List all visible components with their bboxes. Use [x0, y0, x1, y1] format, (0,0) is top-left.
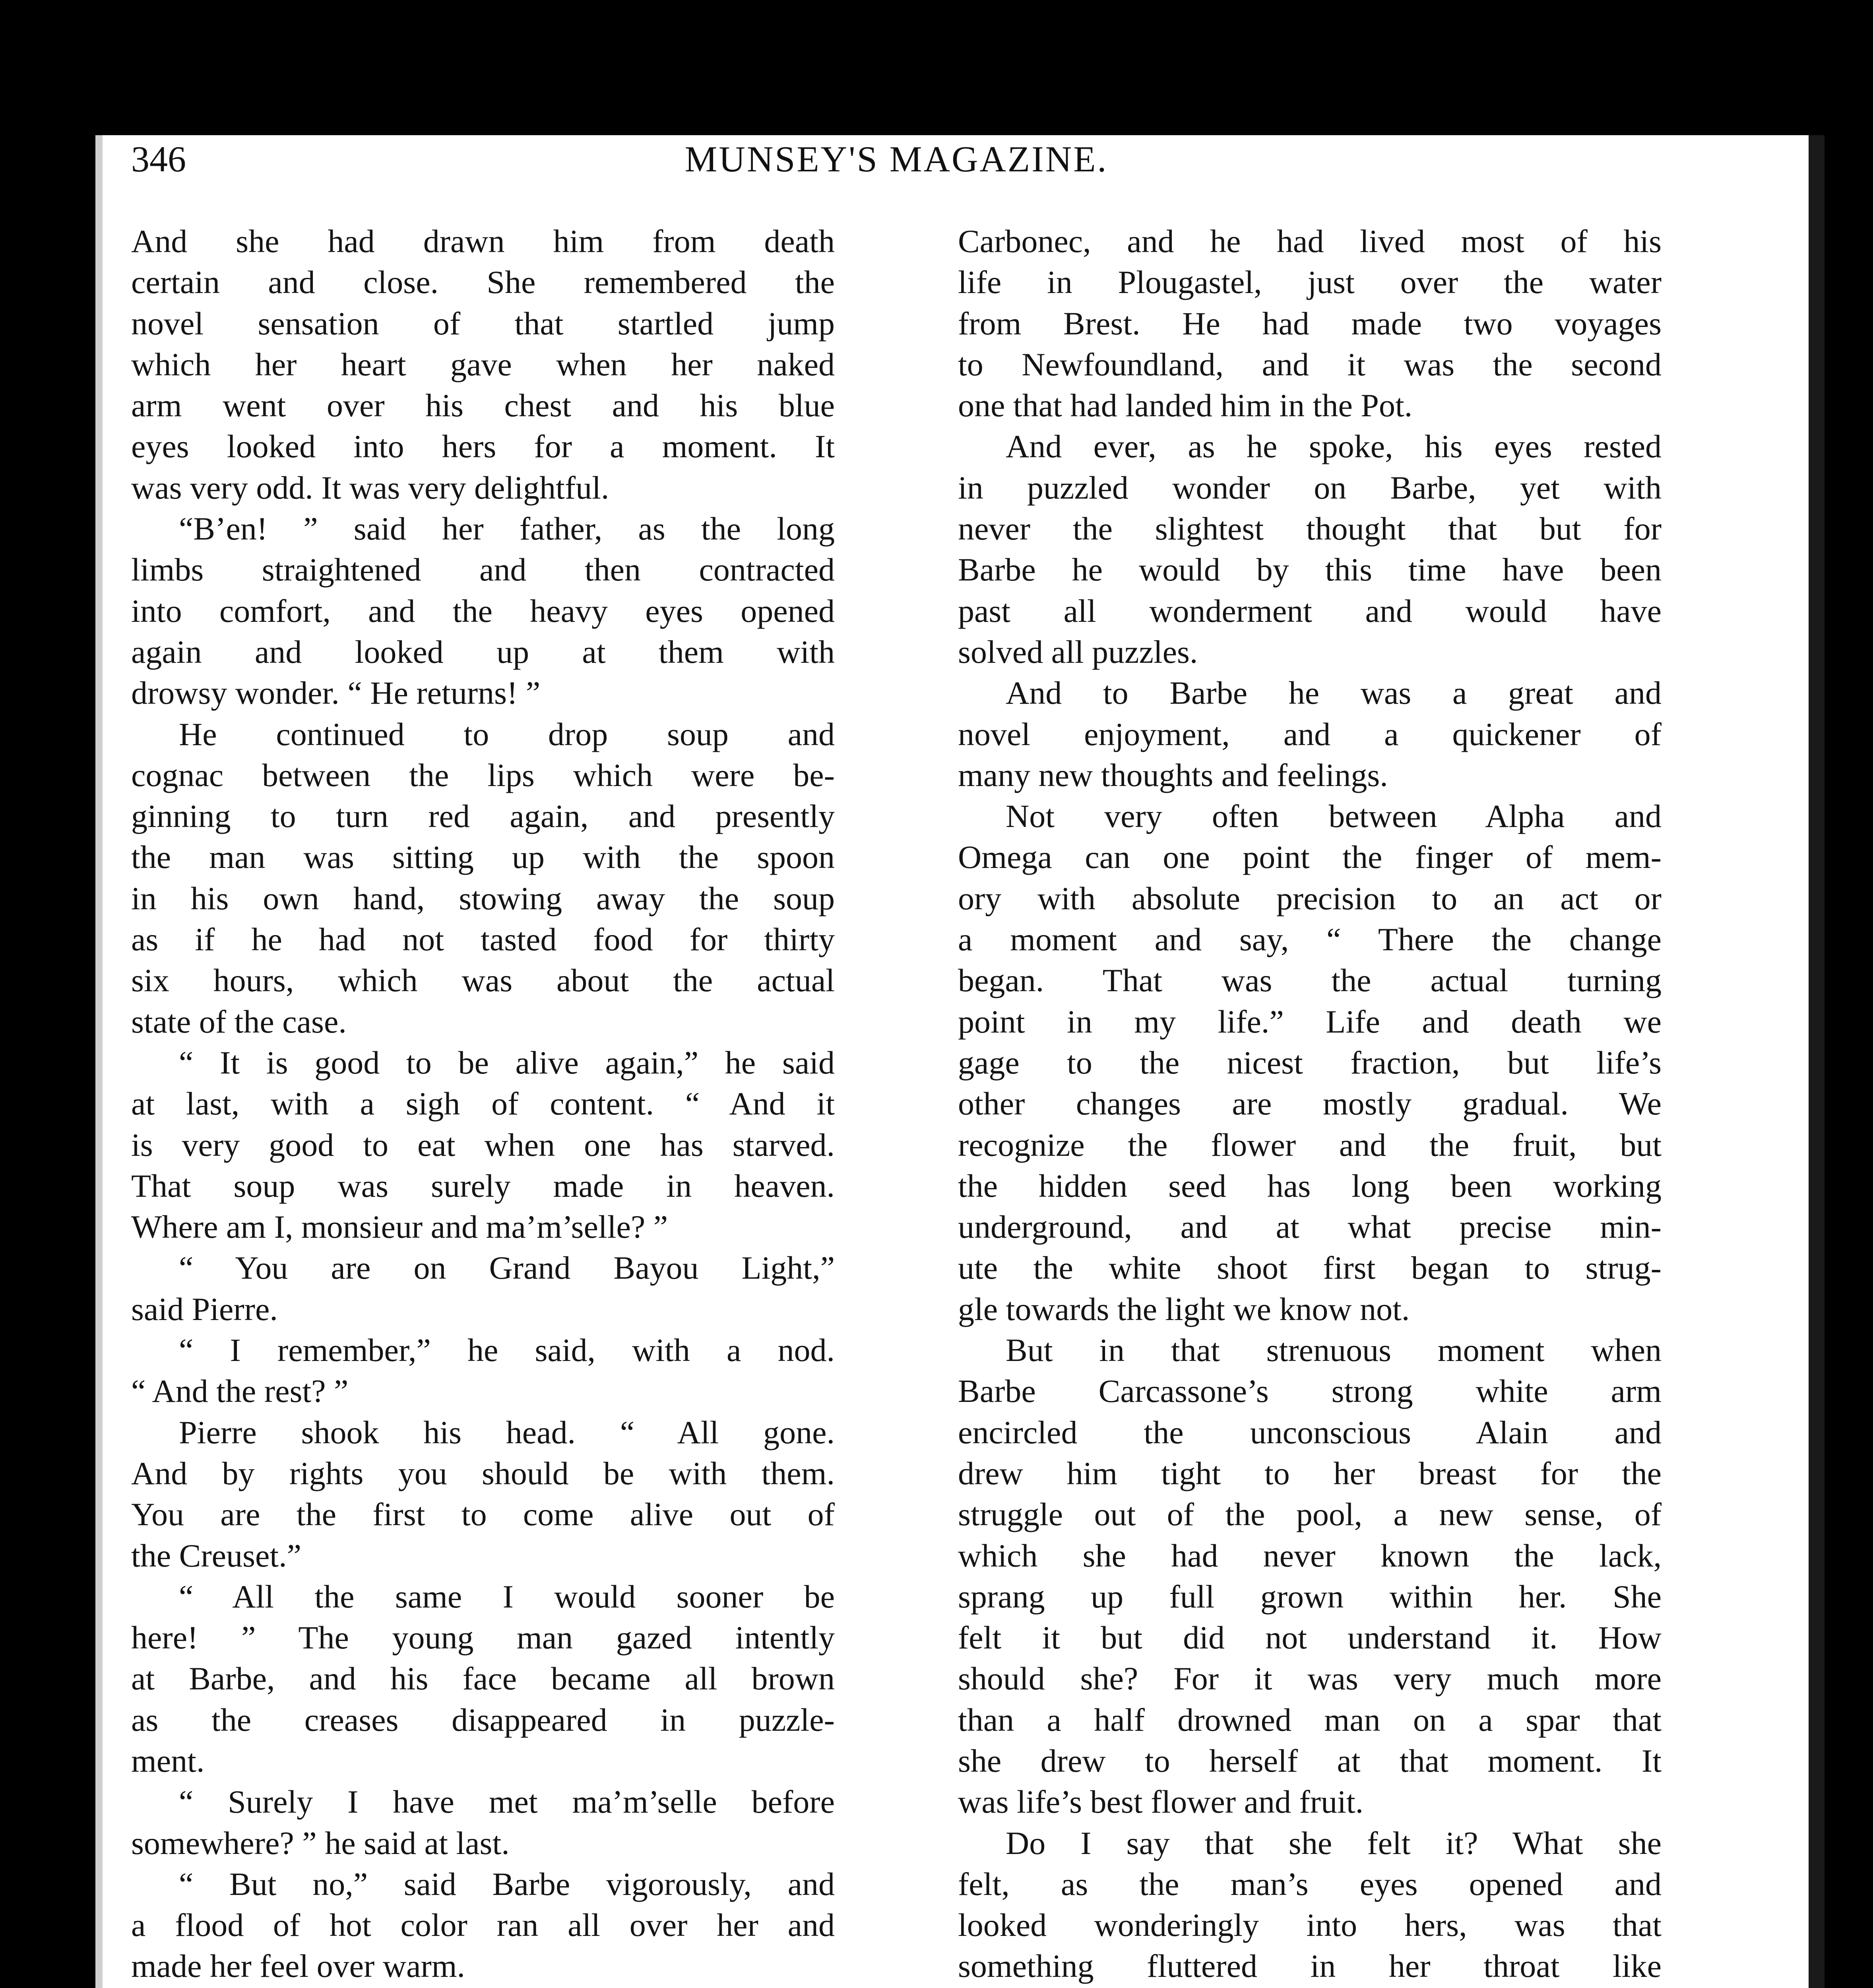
text-line: recognize the flower and the fruit, but	[958, 1126, 1662, 1163]
text-line: one that had landed him in the Pot.	[958, 387, 1413, 424]
text-line: said Pierre.	[131, 1291, 278, 1327]
text-line: limbs straightened and then contracted	[131, 551, 835, 588]
text-line: is very good to eat when one has starved.	[131, 1126, 835, 1163]
text-line: solved all puzzles.	[958, 633, 1198, 670]
text-line: state of the case.	[131, 1003, 347, 1040]
text-line: point in my life.” Life and death we	[958, 1003, 1662, 1040]
right-text-column	[958, 221, 1662, 1988]
text-line: Do I say that she felt it? What she	[1006, 1825, 1662, 1861]
text-line: was life’s best flower and fruit.	[958, 1784, 1364, 1820]
text-line: cognac between the lips which were be-	[131, 757, 835, 793]
text-line: than a half drowned man on a spar that	[958, 1701, 1662, 1738]
text-line: That soup was surely made in heaven.	[131, 1167, 835, 1204]
text-line: which her heart gave when her naked	[131, 346, 835, 382]
text-line: ory with absolute precision to an act or	[958, 880, 1662, 916]
text-line: struggle out of the pool, a new sense, of	[958, 1496, 1662, 1533]
text-line: many new thoughts and feelings.	[958, 757, 1388, 793]
text-line: But in that strenuous moment when	[1006, 1332, 1662, 1369]
text-line: somewhere? ” he said at last.	[131, 1825, 510, 1861]
text-line: other changes are mostly gradual. We	[958, 1085, 1662, 1122]
text-line: the man was sitting up with the spoon	[131, 839, 835, 876]
text-line: a moment and say, “ There the change	[958, 921, 1662, 958]
text-line: in his own hand, stowing away the soup	[131, 880, 835, 916]
text-line: as if he had not tasted food for thirty	[131, 921, 835, 958]
text-line: Carbonec, and he had lived most of his	[958, 223, 1662, 259]
text-line: from Brest. He had made two voyages	[958, 305, 1662, 342]
text-line: life in Plougastel, just over the water	[958, 264, 1662, 301]
text-line: “B’en! ” said her father, as the long	[179, 511, 835, 547]
text-line: “ I remember,” he said, with a nod.	[179, 1332, 835, 1369]
text-line: to Newfoundland, and it was the second	[958, 346, 1662, 382]
text-line: certain and close. She remembered the	[131, 264, 835, 301]
text-line: gle towards the light we know not.	[958, 1291, 1410, 1327]
text-line: six hours, which was about the actual	[131, 962, 835, 999]
text-line: “ But no,” said Barbe vigorously, and	[179, 1866, 835, 1902]
text-line: novel sensation of that startled jump	[131, 305, 835, 342]
text-line: “ All the same I would sooner be	[179, 1578, 835, 1615]
left-text-column	[131, 221, 835, 1988]
text-line: Barbe Carcassone’s strong white arm	[958, 1373, 1662, 1409]
text-line: “ You are on Grand Bayou Light,”	[179, 1250, 835, 1286]
page-header	[131, 135, 1662, 199]
text-line: underground, and at what precise min-	[958, 1209, 1662, 1245]
text-line: looked wonderingly into hers, was that	[958, 1907, 1662, 1943]
text-line: You are the first to come alive out of	[131, 1496, 835, 1533]
text-line: “ It is good to be alive again,” he said	[179, 1044, 835, 1081]
text-line: again and looked up at them with	[131, 633, 835, 670]
text-line: eyes looked into hers for a moment. It	[131, 428, 835, 465]
text-line: And ever, as he spoke, his eyes rested	[1006, 428, 1662, 465]
text-line: And to Barbe he was a great and	[1006, 675, 1662, 711]
text-line: “ Surely I have met ma’m’selle before	[179, 1784, 835, 1820]
text-line: something fluttered in her throat like	[958, 1948, 1662, 1984]
text-line: felt, as the man’s eyes opened and	[958, 1866, 1662, 1902]
text-line: should she? For it was very much more	[958, 1660, 1662, 1697]
text-line: at Barbe, and his face became all brown	[131, 1660, 835, 1697]
text-line: which she had never known the lack,	[958, 1537, 1662, 1574]
text-line: never the slightest thought that but for	[958, 511, 1662, 547]
text-line: And she had drawn him from death	[131, 223, 835, 259]
text-line: Barbe he would by this time have been	[958, 551, 1662, 588]
text-line: past all wonderment and would have	[958, 592, 1662, 629]
text-line: made her feel over warm.	[131, 1948, 465, 1984]
text-line: as the creases disappeared in puzzle-	[131, 1701, 835, 1738]
text-line: she drew to herself at that moment. It	[958, 1742, 1662, 1779]
text-line: in puzzled wonder on Barbe, yet with	[958, 469, 1662, 506]
text-line: “ And the rest? ”	[131, 1373, 349, 1409]
text-line: ginning to turn red again, and presently	[131, 798, 835, 835]
text-line: drew him tight to her breast for the	[958, 1455, 1662, 1491]
text-line: here! ” The young man gazed intently	[131, 1619, 835, 1656]
text-line: novel enjoyment, and a quickener of	[958, 716, 1662, 752]
text-line: Omega can one point the finger of mem-	[958, 839, 1662, 876]
text-line: a flood of hot color ran all over her and	[131, 1907, 835, 1943]
text-line: the hidden seed has long been working	[958, 1167, 1662, 1204]
text-line: the Creuset.”	[131, 1537, 302, 1574]
text-line: drowsy wonder. “ He returns! ”	[131, 675, 541, 711]
text-line: He continued to drop soup and	[179, 716, 835, 752]
text-line: gage to the nicest fraction, but life’s	[958, 1044, 1662, 1081]
text-line: sprang up full grown within her. She	[958, 1578, 1662, 1615]
text-line: into comfort, and the heavy eyes opened	[131, 592, 835, 629]
text-line: Pierre shook his head. “ All gone.	[179, 1414, 835, 1450]
text-line: And by rights you should be with them.	[131, 1455, 835, 1491]
text-line: ute the white shoot first began to strug-	[958, 1250, 1662, 1286]
text-line: Not very often between Alpha and	[1006, 798, 1662, 835]
running-title: MUNSEY'S MAGAZINE.	[684, 139, 1108, 179]
text-line: began. That was the actual turning	[958, 962, 1662, 999]
text-line: Where am I, monsieur and ma’m’selle? ”	[131, 1209, 668, 1245]
text-line: was very odd. It was very delightful.	[131, 469, 609, 506]
page-number: 346	[131, 139, 186, 179]
text-line: arm went over his chest and his blue	[131, 387, 835, 424]
text-line: at last, with a sigh of content. “ And it	[131, 1085, 835, 1122]
page-binding-edge	[1809, 135, 1825, 1988]
text-line: felt it but did not understand it. How	[958, 1619, 1662, 1656]
text-line: encircled the unconscious Alain and	[958, 1414, 1662, 1450]
text-line: ment.	[131, 1742, 205, 1779]
